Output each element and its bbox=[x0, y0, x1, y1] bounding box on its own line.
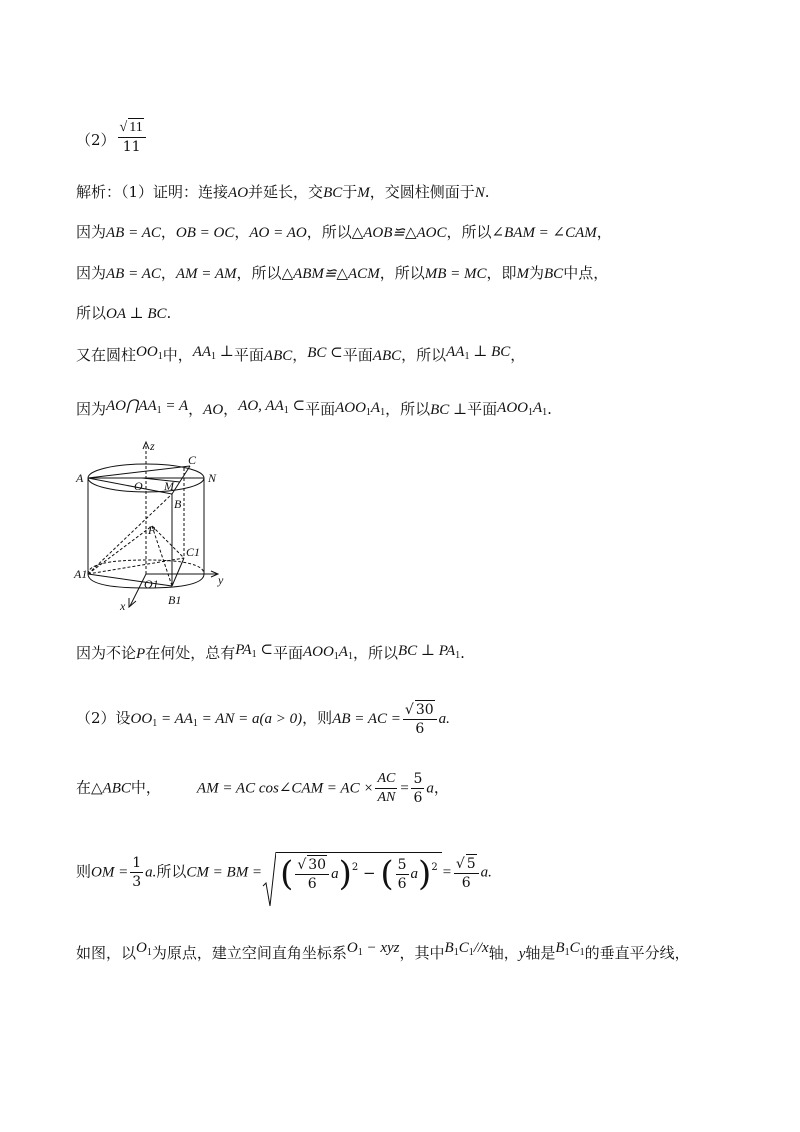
om-line: 则OM = $\frac{1}{3}$ a.所以CM = BM = ( $\frac{√ 30}{6}$ a)$^2$ − ( $\frac{5}{6}$ a)$^2$ = $\frac{√ 5}{6}$ a. bbox=[76, 852, 492, 893]
frac-5-6: $\frac{5}{6}$ bbox=[413, 771, 423, 806]
label-a1: A1 bbox=[74, 567, 88, 581]
x-arrow bbox=[129, 598, 136, 607]
proof-line-1: 因为AB = AC，OB = OC，AO = AO，所以△AOB≌△AOC，所以∠BAM = ∠CAM， bbox=[76, 223, 612, 241]
label-b1: B1 bbox=[168, 593, 182, 607]
seg-b1c1 bbox=[172, 558, 184, 586]
label-o: O bbox=[134, 479, 143, 493]
proof-line-4: 又在圆柱$OO_1$中，$AA_1$ ⊥平面ABC，BC ⊂平面ABC，所以$AA_1$ ⊥ BC， bbox=[76, 344, 526, 364]
label-p: P bbox=[148, 523, 156, 537]
frac-sqrt30-6: $\frac{√ 30}{6}$ bbox=[403, 700, 437, 738]
big-sqrt: ( $\frac{√ 30}{6}$ a)$^2$ − ( $\frac{5}{6}$ a)$^2$ bbox=[262, 852, 442, 893]
frac-1-3: $\frac{1}{3}$ bbox=[132, 855, 142, 890]
label-c1: C1 bbox=[186, 545, 201, 559]
seg-ac bbox=[88, 466, 190, 478]
answer-label: （2） bbox=[76, 131, 116, 149]
seg-bc bbox=[172, 466, 190, 494]
analysis-line: 解析：（1）证明：连接AO并延长，交BC于M，交圆柱侧面于N. bbox=[76, 183, 490, 201]
label-b: B bbox=[174, 497, 182, 511]
seg-om bbox=[142, 478, 180, 482]
seg-pc1 bbox=[152, 526, 184, 558]
cylinder-figure bbox=[72, 438, 232, 618]
seg-pa1 bbox=[88, 526, 152, 574]
root-symbol bbox=[262, 852, 276, 908]
label-n: N bbox=[208, 471, 217, 485]
answer-fraction: $\frac{√ 11}{11}$ bbox=[118, 118, 146, 156]
label-x: x bbox=[120, 599, 126, 613]
proof-line-3: 所以OA ⊥ BC. bbox=[76, 304, 172, 322]
coordinate-line: 如图，以$O_1$为原点，建立空间直角坐标系$O_1$ − xyz，其中$B_1C_1//x$轴，y轴是$B_1C_1$的垂直平分线， bbox=[76, 940, 690, 962]
label-m: M bbox=[164, 479, 174, 493]
seg-a1c1 bbox=[88, 558, 184, 574]
frac-sqrt5-6: $\frac{√ 5}{6}$ bbox=[454, 854, 479, 892]
proof-line-6: 因为不论P在何处，总有$PA_1$ ⊂平面$AOO_1A_1$，所以BC ⊥ $PA_1$. bbox=[76, 642, 465, 662]
proof-line-5: 因为$AO⋂AA_1 = A$，AO，AO, $AA_1$ ⊂平面$AOO_1A_1$，所以BC ⊥平面$AOO_1A_1$. bbox=[76, 398, 552, 418]
label-y: y bbox=[218, 573, 224, 587]
label-a: A bbox=[76, 471, 84, 485]
label-z: z bbox=[150, 439, 155, 453]
label-o1: O1 bbox=[144, 577, 159, 591]
triangle-line: 在△ABC中， AM = AC cos∠CAM = AC × $\frac{AC}{AN}$ = $\frac{5}{6}$ a， bbox=[76, 771, 449, 806]
part2-line: （2）设$OO_1 = AA_1$ = AN = a(a > 0)，则AB = AC = $\frac{√ 30}{6}$ a. bbox=[76, 702, 450, 737]
proof-line-2: 因为AB = AC，AM = AM，所以△ABM≌△ACM，所以MB = MC，即M为BC中点， bbox=[76, 264, 609, 282]
answer-line bbox=[76, 118, 148, 156]
frac-ac-an: $\frac{AC}{AN}$ bbox=[377, 771, 396, 805]
label-c: C bbox=[188, 453, 197, 467]
